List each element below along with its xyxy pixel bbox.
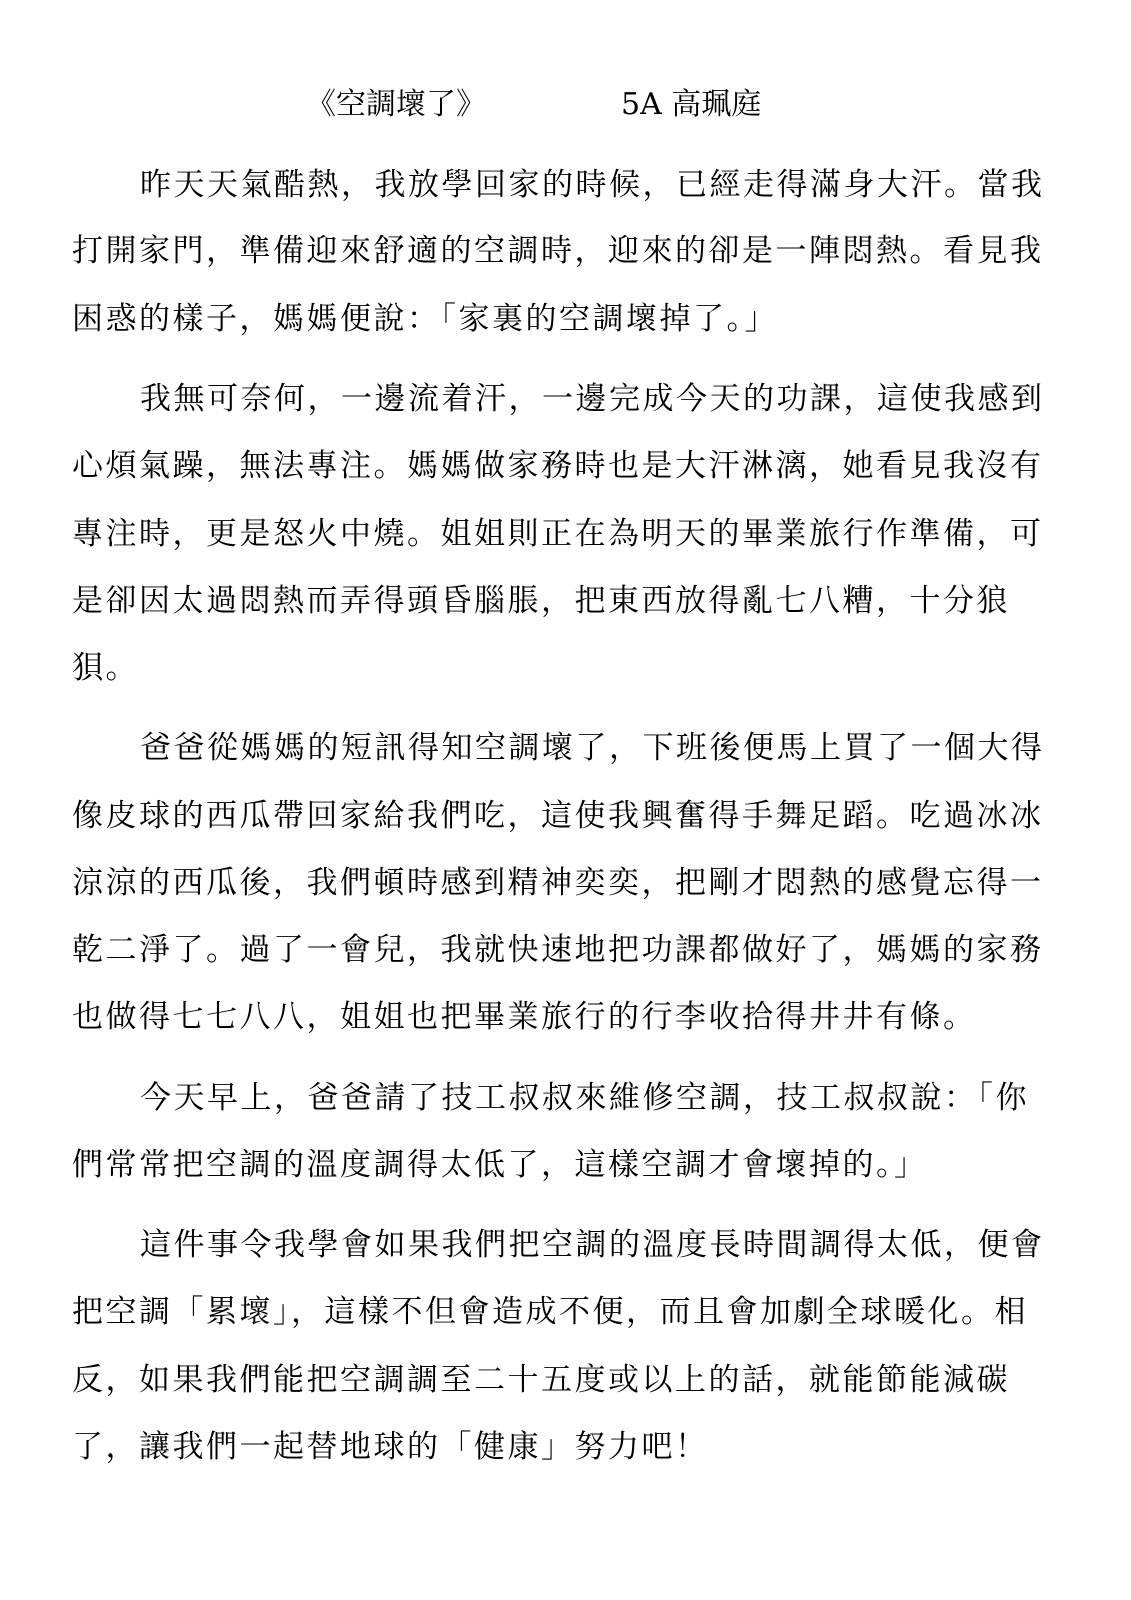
paragraph-line: 心煩氣躁，無法專注。媽媽做家務時也是大汗淋漓，她看見我沒有 [72,448,1044,484]
paragraph-line: 困惑的樣子，媽媽便說：「家裏的空調壞掉了。」 [72,301,778,337]
paragraph-line: 乾二淨了。過了一會兒，我就快速地把功課都做好了，媽媽的家務 [72,932,1044,968]
paragraph-line: 爸爸從媽媽的短訊得知空調壞了，下班後便馬上買了一個大得 [140,730,1045,766]
paragraph-line: 涼涼的西瓜後，我們頓時感到精神奕奕，把剛才悶熱的感覺忘得一 [72,865,1044,901]
paragraph-line: 們常常把空調的溫度調得太低了，這樣空調才會壞掉的。」 [72,1147,928,1183]
title-row [0,82,1131,128]
paragraph-line: 把空調「累壞」，這樣不但會造成不便，而且會加劇全球暖化。相 [72,1294,1028,1330]
paragraph-line: 昨天天氣酷熱，我放學回家的時候，已經走得滿身大汗。當我 [140,167,1045,203]
paragraph-line: 今天早上，爸爸請了技工叔叔來維修空調，技工叔叔說：「你 [140,1080,1029,1116]
paragraph-line: 了，讓我們一起替地球的「健康」努力吧！ [72,1429,709,1465]
paragraph-line: 狽。 [72,650,139,686]
paragraph-line: 我無可奈何，一邊流着汗，一邊完成今天的功課，這使我感到 [140,381,1045,417]
paragraph-line: 專注時，更是怒火中燒。姐姐則正在為明天的畢業旅行作準備，可 [72,516,1044,552]
paragraph-line: 像皮球的西瓜帶回家給我們吃，這使我興奮得手舞足蹈。吃過冰冰 [72,798,1044,834]
paragraph-line: 這件事令我學會如果我們把空調的溫度長時間調得太低，便會 [140,1227,1045,1263]
paragraph-line: 也做得七七八八，姐姐也把畢業旅行的行李收拾得井井有條。 [72,999,977,1035]
paragraph-line: 打開家門，準備迎來舒適的空調時，迎來的卻是一陣悶熱。看見我 [72,233,1044,269]
essay-title: 《空調壞了》 [306,87,486,122]
author-name: 5A 高珮庭 [621,87,762,122]
paragraph-line: 反，如果我們能把空調調至二十五度或以上的話，就能節能減碳 [72,1362,1010,1398]
paragraph-line: 是卻因太過悶熱而弄得頭昏腦脹，把東西放得亂七八糟，十分狼 [72,583,1010,619]
